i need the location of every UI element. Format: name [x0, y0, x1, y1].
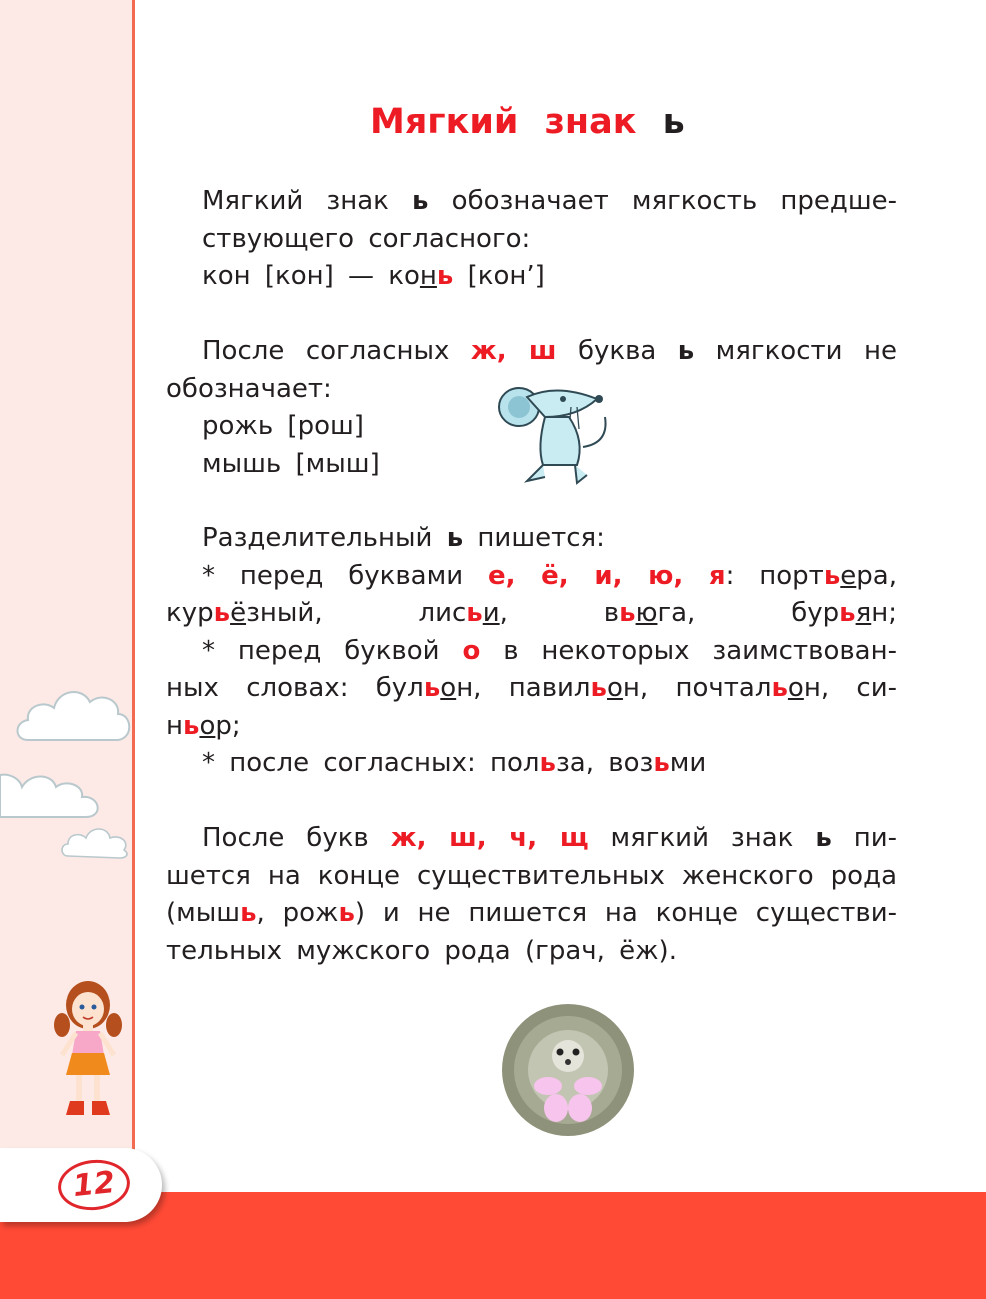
page-number: 12: [56, 1156, 133, 1213]
text-line: (мышь, рожь) и не пишется на конце существи-: [166, 898, 897, 928]
text-line: Разделительный ь пишется:: [202, 523, 605, 553]
example-line: мышь [мыш]: [202, 448, 380, 479]
margin-divider: [132, 0, 135, 1190]
text-line: шется на конце существительных женского рода: [166, 860, 897, 891]
girl-illustration: [48, 975, 128, 1125]
text-line: * перед буквами е, ё, и, ю, я: портьера,: [202, 560, 897, 591]
text-line: Мягкий знак ь обозначает мягкость предше-: [202, 186, 897, 216]
text-line: После букв ж, ш, ч, щ мягкий знак ь пи-: [202, 823, 897, 853]
text-line: курьёзный, лисьи, вьюга, бурьян;: [166, 598, 897, 628]
text-line: * после согласных: польза, возьми: [202, 748, 707, 778]
rule-block-softness: [166, 183, 897, 296]
cloud-icon: [60, 822, 132, 862]
example-line: рожь [рош]: [202, 411, 364, 441]
text-line: ных словах: бульон, павильон, почтальон, си-: [166, 673, 897, 703]
example-line: кон [кон] — конь [кон’]: [202, 261, 545, 291]
text-line: тельных мужского рода (грач, ёж).: [166, 935, 677, 966]
rule-block-separating: [166, 520, 897, 783]
cloud-icon: [14, 680, 136, 750]
rule-block-gender: [166, 820, 897, 970]
page-title: [370, 102, 685, 142]
hedgehog-illustration: [498, 996, 638, 1146]
rule-block-hissing: [166, 333, 897, 483]
cloud-icon: [0, 755, 106, 823]
text-line: обозначает:: [166, 373, 332, 404]
text-line: ньор;: [166, 710, 241, 741]
title-soft-sign: ь: [662, 102, 685, 142]
title-text: Мягкий знак: [370, 102, 637, 142]
text-line: * перед буквой о в некоторых заимствован-: [202, 635, 897, 666]
text-line: После согласных ж, ш буква ь мягкости не: [202, 336, 897, 366]
text-line: ствующего согласного:: [202, 223, 531, 254]
